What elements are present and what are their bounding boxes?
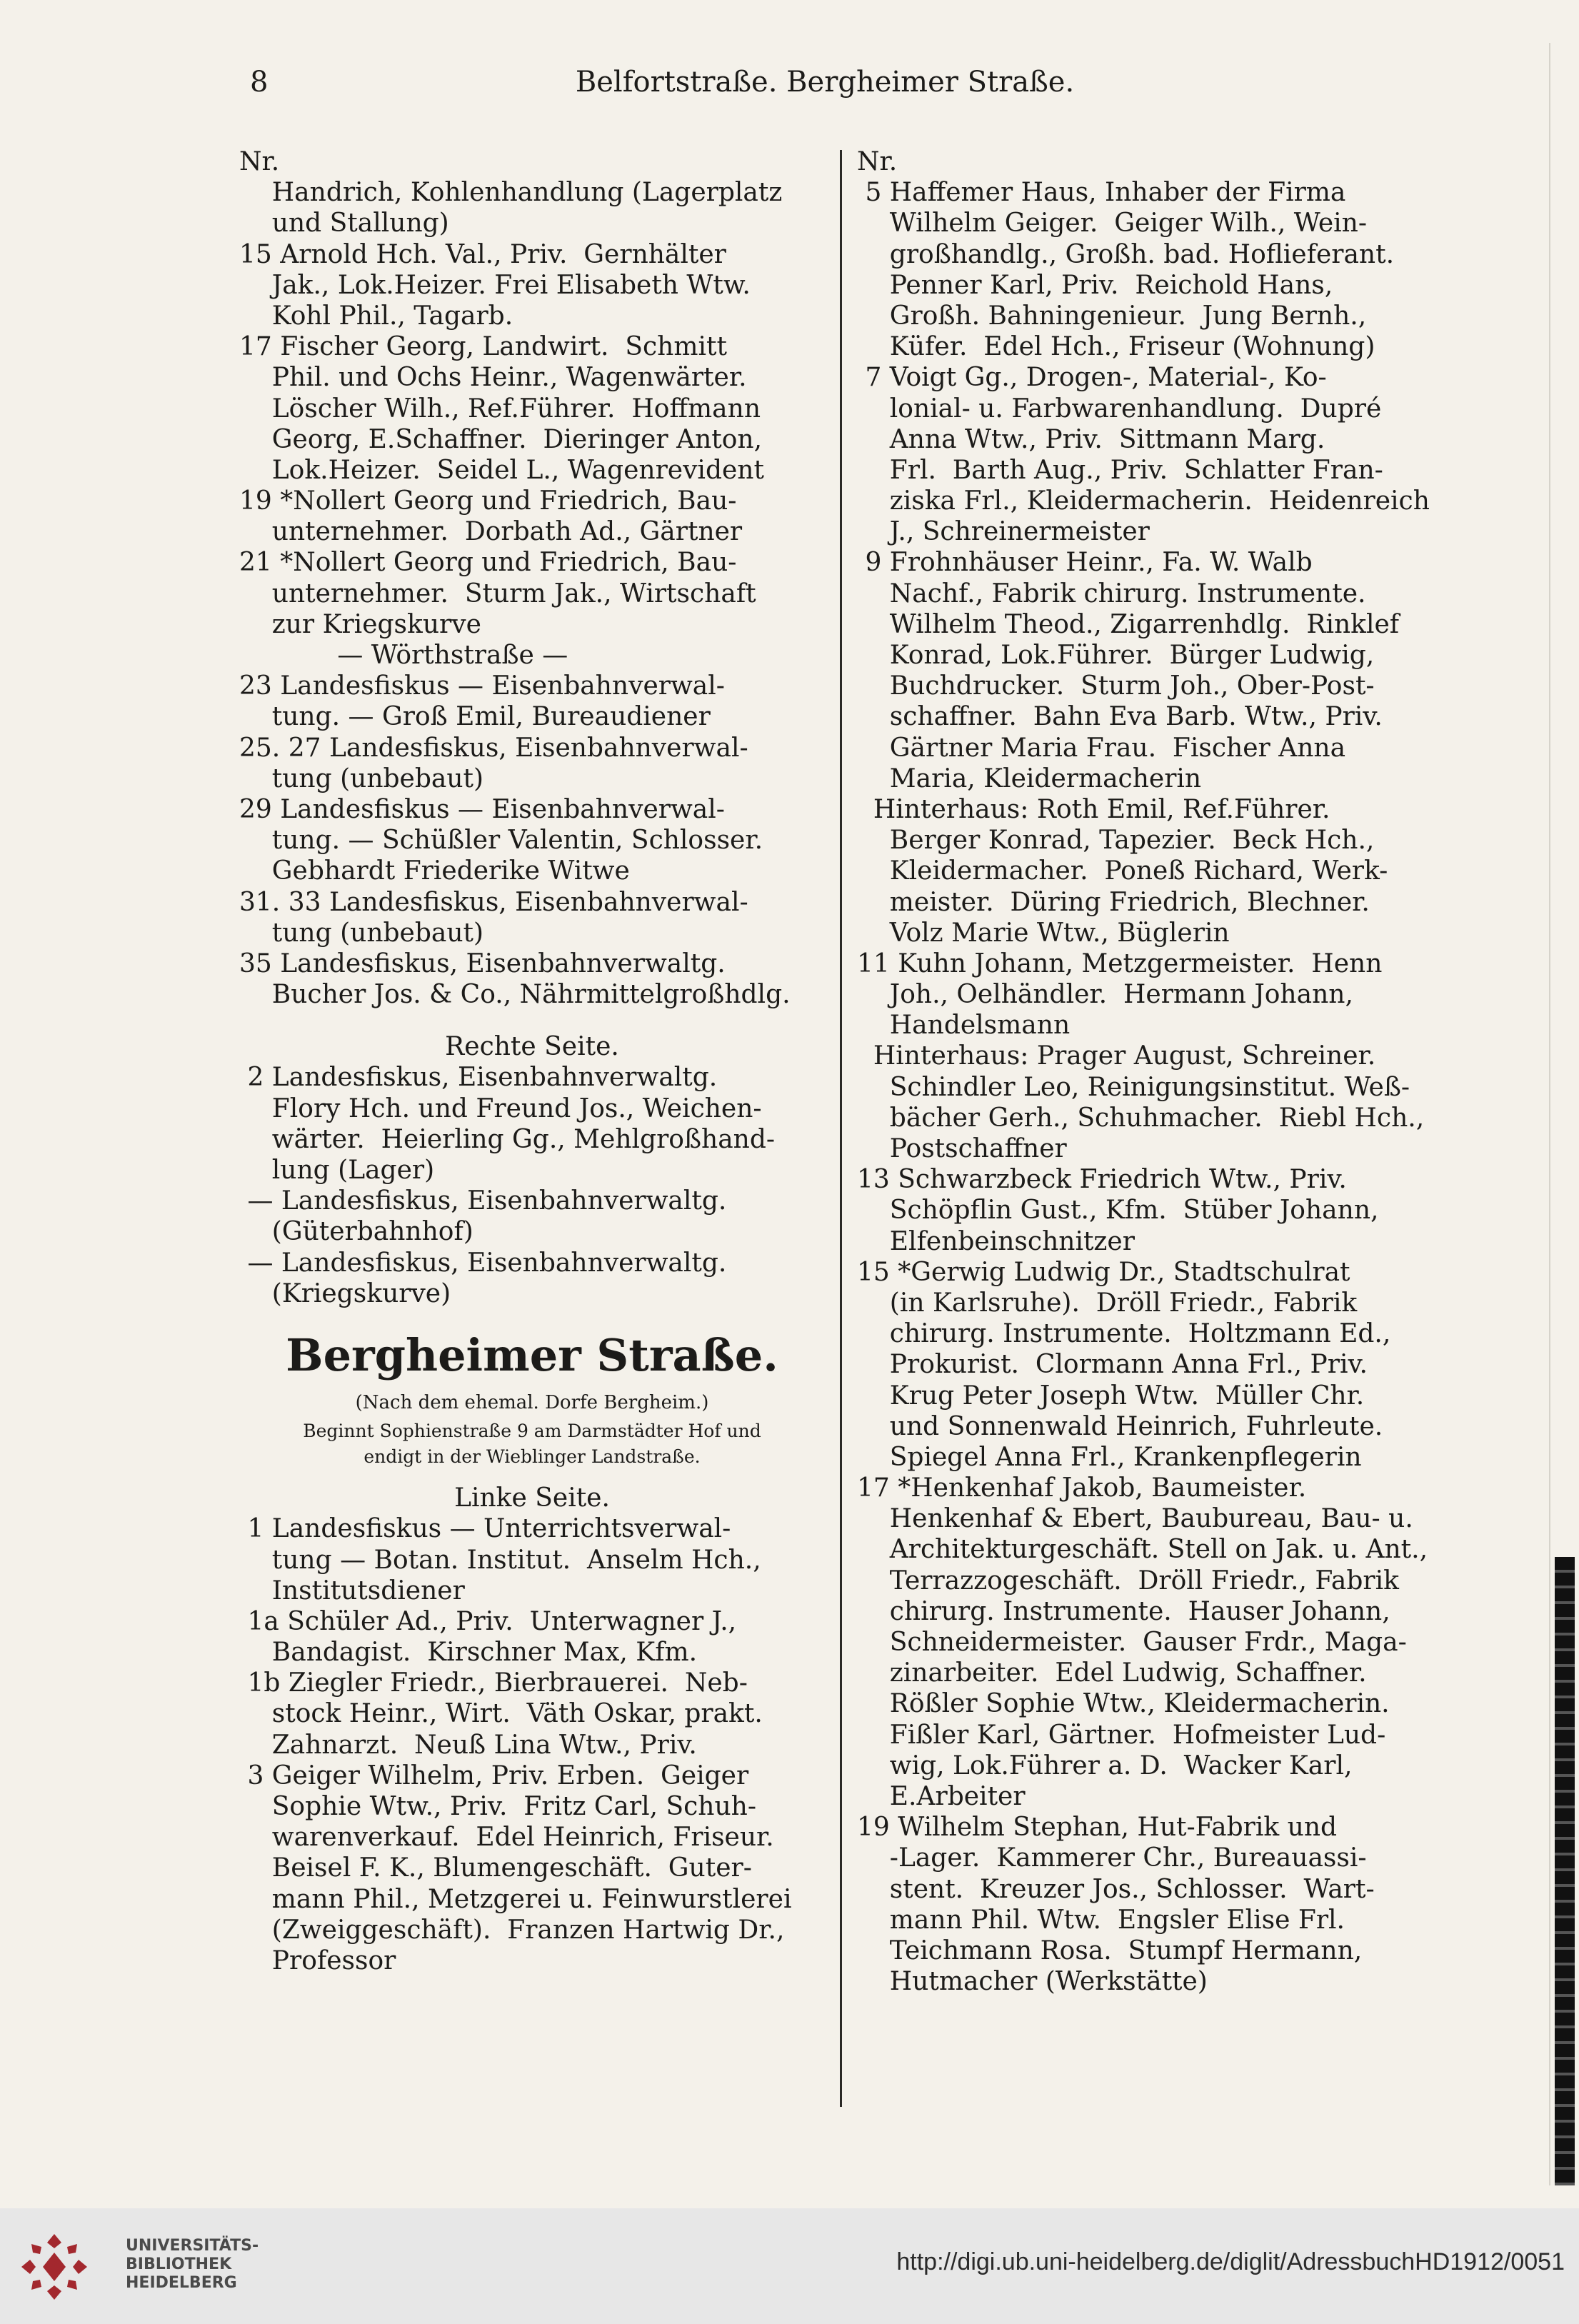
entry-line: 17 *Henkenhaf Jakob, Baumeister. — [857, 1473, 1307, 1503]
entry-line: Hutmacher (Werkstätte) — [857, 1967, 1208, 1997]
entry-line: 23 Landesfiskus — Eisenbahnverwal- — [239, 671, 725, 701]
entry-line: — Landesfiskus, Eisenbahnverwaltg. — [239, 1186, 727, 1216]
entry-line: Flory Hch. und Freund Jos., Weichen- — [239, 1093, 762, 1123]
entry-line: Nr. — [239, 147, 280, 176]
right-column — [857, 146, 1435, 1997]
entry-line: Volz Marie Wtw., Büglerin — [857, 918, 1230, 948]
library-name — [126, 2237, 259, 2293]
entry-line: (Kriegskurve) — [239, 1278, 451, 1308]
entry-line: warenverkauf. Edel Heinrich, Friseur. — [239, 1823, 774, 1853]
left-column — [239, 146, 825, 1976]
entry-line: tung (unbebaut) — [239, 918, 484, 948]
entry-line: — Landesfiskus, Eisenbahnverwaltg. — [239, 1248, 727, 1278]
university-library-logo-icon — [19, 2231, 90, 2303]
entry-line: Georg, E.Schaffner. Dieringer Anton, — [239, 424, 763, 454]
entry-line: Nachf., Fabrik chirurg. Instrumente. — [857, 579, 1366, 608]
library-name-line1: UNIVERSITÄTS- — [126, 2237, 259, 2255]
entry-line: Bandagist. Kirschner Max, Kfm. — [239, 1638, 698, 1668]
entry-line: Wilhelm Geiger. Geiger Wilh., Wein- — [857, 209, 1367, 239]
entry-line: Berger Konrad, Tapezier. Beck Hch., — [857, 826, 1375, 856]
entry-line: E.Arbeiter — [857, 1781, 1026, 1811]
entry-line: 1 Landesfiskus — Unterrichtsverwal- — [239, 1514, 731, 1544]
running-title: Belfortstraße. Bergheimer Straße. — [575, 66, 1075, 99]
entry-line: Krug Peter Joseph Wtw. Müller Chr. — [857, 1381, 1365, 1411]
entry-line: unternehmer. Dorbath Ad., Gärtner — [239, 517, 743, 547]
entry-line: 19 Wilhelm Stephan, Hut-Fabrik und — [857, 1813, 1338, 1843]
entry-line: Jak., Lok.Heizer. Frei Elisabeth Wtw. — [239, 270, 751, 300]
entry-line: und Sonnenwald Heinrich, Fuhrleute. — [857, 1411, 1383, 1441]
entry-line: tung. — Schüßler Valentin, Schlosser. — [239, 826, 763, 856]
entry-line: mann Phil., Metzgerei u. Feinwurstlerei — [239, 1884, 792, 1914]
entry-line: Löscher Wilh., Ref.Führer. Hoffmann — [239, 394, 761, 424]
entry-line: tung. — Groß Emil, Bureaudiener — [239, 702, 711, 732]
entry-line: 11 Kuhn Johann, Metzgermeister. Henn — [857, 948, 1383, 978]
left-column-entries — [239, 146, 825, 1010]
entry-line: 25. 27 Landesfiskus, Eisenbahnverwal- — [239, 733, 748, 763]
section-description-line1: Beginnt Sophienstraße 9 am Darmstädter Hof und — [303, 1421, 761, 1442]
rechte-seite-heading: Rechte Seite. — [445, 1032, 619, 1062]
entry-line: Kohl Phil., Tagarb. — [239, 301, 513, 331]
entry-line: mann Phil. Wtw. Engsler Elise Frl. — [857, 1905, 1345, 1935]
entry-line: wärter. Heierling Gg., Mehlgroßhand- — [239, 1124, 776, 1154]
entry-line: J., Schreinermeister — [857, 517, 1150, 547]
section-title: Bergheimer Straße. — [286, 1328, 778, 1381]
library-name-line2: BIBLIOTHEK — [126, 2255, 232, 2273]
entry-line: 7 Voigt Gg., Drogen-, Material-, Ko- — [857, 363, 1327, 393]
entry-line: ziska Frl., Kleidermacherin. Heidenreich — [857, 486, 1430, 516]
entry-line: 15 *Gerwig Ludwig Dr., Stadtschulrat — [857, 1257, 1350, 1287]
entry-line: Handrich, Kohlenhandlung (Lagerplatz — [239, 178, 783, 208]
entry-line: Henkenhaf & Ebert, Baubureau, Bau- u. — [857, 1504, 1413, 1534]
entry-line: Bucher Jos. & Co., Nährmittelgroßhdlg. — [239, 980, 791, 1010]
entry-line: 21 *Nollert Georg und Friedrich, Bau- — [239, 548, 737, 578]
entry-line: Nr. — [857, 147, 898, 176]
entry-line: tung (unbebaut) — [239, 763, 484, 793]
entry-line: 31. 33 Landesfiskus, Eisenbahnverwal- — [239, 887, 748, 917]
entry-line: Maria, Kleidermacherin — [857, 763, 1202, 793]
entry-line: (Zweiggeschäft). Franzen Hartwig Dr., — [239, 1915, 785, 1945]
entry-line: unternehmer. Sturm Jak., Wirtschaft — [239, 579, 756, 608]
entry-line: Schindler Leo, Reinigungsinstitut. Weß- — [857, 1072, 1410, 1102]
entry-line: 2 Landesfiskus, Eisenbahnverwaltg. — [239, 1063, 718, 1093]
scan-edge-bar — [1555, 1557, 1575, 2185]
source-url-link[interactable]: http://digi.ub.uni-heidelberg.de/diglit/AdressbuchHD1912/0051 — [896, 2248, 1565, 2275]
page-number: 8 — [250, 66, 269, 99]
entry-line: chirurg. Instrumente. Holtzmann Ed., — [857, 1319, 1391, 1349]
entry-line: Gärtner Maria Frau. Fischer Anna — [857, 733, 1346, 763]
rechte-seite-entries — [239, 1062, 825, 1309]
entry-line: 1a Schüler Ad., Priv. Unterwagner J., — [239, 1606, 737, 1636]
entry-line: Teichmann Rosa. Stumpf Hermann, — [857, 1935, 1363, 1965]
entry-line: lung (Lager) — [239, 1156, 435, 1186]
library-footer — [0, 2208, 1579, 2324]
entry-line: Beisel F. K., Blumengeschäft. Guter- — [239, 1853, 752, 1883]
entry-line: Hinterhaus: Roth Emil, Ref.Führer. — [857, 794, 1330, 824]
entry-line: 17 Fischer Georg, Landwirt. Schmitt — [239, 332, 727, 362]
entry-line: Schöpflin Gust., Kfm. Stüber Johann, — [857, 1196, 1379, 1226]
entry-line: 3 Geiger Wilhelm, Priv. Erben. Geiger — [239, 1760, 749, 1790]
entry-line: Anna Wtw., Priv. Sittmann Marg. — [857, 424, 1325, 454]
entry-line: Institutsdiener — [239, 1576, 465, 1606]
entry-line: Sophie Wtw., Priv. Fritz Carl, Schuh- — [239, 1792, 757, 1822]
entry-line: -Lager. Kammerer Chr., Bureauassi- — [857, 1843, 1367, 1873]
entry-line: Spiegel Anna Frl., Krankenpflegerin — [857, 1442, 1362, 1472]
page-header — [236, 66, 1414, 116]
entry-line: tung — Botan. Institut. Anselm Hch., — [239, 1545, 761, 1575]
entry-line: stent. Kreuzer Jos., Schlosser. Wart- — [857, 1874, 1375, 1904]
entry-line: und Stallung) — [239, 209, 449, 239]
entry-line: Rößler Sophie Wtw., Kleidermacherin. — [857, 1689, 1390, 1719]
entry-line: meister. Düring Friedrich, Blechner. — [857, 887, 1370, 917]
entry-line: Terrazzogeschäft. Dröll Friedr., Fabrik — [857, 1566, 1399, 1596]
entry-line: Zahnarzt. Neuß Lina Wtw., Priv. — [239, 1730, 697, 1760]
column-divider — [840, 150, 842, 2107]
page-edge — [1549, 43, 1550, 2185]
entry-line: lonial- u. Farbwarenhandlung. Dupré — [857, 394, 1382, 424]
entry-line: Phil. und Ochs Heinr., Wagenwärter. — [239, 363, 747, 393]
entry-line: bächer Gerh., Schuhmacher. Riebl Hch., — [857, 1103, 1425, 1133]
entry-line: Schneidermeister. Gauser Frdr., Maga- — [857, 1628, 1407, 1657]
entry-line: Fißler Karl, Gärtner. Hofmeister Lud- — [857, 1720, 1386, 1750]
entry-line: chirurg. Instrumente. Hauser Johann, — [857, 1596, 1390, 1626]
entry-line: Lok.Heizer. Seidel L., Wagenrevident — [239, 455, 764, 485]
entry-line: Gebhardt Friederike Witwe — [239, 856, 630, 886]
entry-line: Buchdrucker. Sturm Joh., Ober-Post- — [857, 671, 1375, 701]
section-subtitle: (Nach dem ehemal. Dorfe Bergheim.) — [355, 1391, 709, 1413]
entry-line: schaffner. Bahn Eva Barb. Wtw., Priv. — [857, 702, 1383, 732]
entry-line: Kleidermacher. Poneß Richard, Werk- — [857, 856, 1388, 886]
entry-line: 15 Arnold Hch. Val., Priv. Gernhälter — [239, 239, 726, 269]
entry-line: 19 *Nollert Georg und Friedrich, Bau- — [239, 486, 737, 516]
entry-line: Architekturgeschäft. Stell on Jak. u. Ant., — [857, 1535, 1428, 1565]
entry-line: Prokurist. Clormann Anna Frl., Priv. — [857, 1350, 1368, 1380]
entry-line: 13 Schwarzbeck Friedrich Wtw., Priv. — [857, 1165, 1347, 1195]
entry-line: Elfenbeinschnitzer — [857, 1226, 1135, 1256]
right-column-entries — [857, 146, 1435, 1997]
entry-line: Konrad, Lok.Führer. Bürger Ludwig, — [857, 641, 1375, 670]
entry-line: Wilhelm Theod., Zigarrenhdlg. Rinklef — [857, 609, 1400, 639]
entry-line: Frl. Barth Aug., Priv. Schlatter Fran- — [857, 455, 1383, 485]
section-description-line2: endigt in der Wieblinger Landstraße. — [364, 1446, 701, 1468]
entry-line: 35 Landesfiskus, Eisenbahnverwaltg. — [239, 948, 726, 978]
entry-line: 9 Frohnhäuser Heinr., Fa. W. Walb — [857, 548, 1313, 578]
entry-line: (Güterbahnhof) — [239, 1217, 473, 1247]
linke-seite-heading: Linke Seite. — [454, 1483, 610, 1513]
entry-line: stock Heinr., Wirt. Väth Oskar, prakt. — [239, 1699, 763, 1729]
entry-line: Penner Karl, Priv. Reichold Hans, — [857, 270, 1333, 300]
entry-line: 1b Ziegler Friedr., Bierbrauerei. Neb- — [239, 1668, 748, 1698]
entry-line: Küfer. Edel Hch., Friseur (Wohnung) — [857, 332, 1375, 362]
entry-line: großhandlg., Großh. bad. Hoflieferant. — [857, 239, 1395, 269]
entry-line: (in Karlsruhe). Dröll Friedr., Fabrik — [857, 1288, 1358, 1318]
entry-line: Professor — [239, 1945, 396, 1975]
entry-line: Großh. Bahningenieur. Jung Bernh., — [857, 301, 1367, 331]
entry-line: Joh., Oelhändler. Hermann Johann, — [857, 980, 1353, 1010]
entry-line: zinarbeiter. Edel Ludwig, Schaffner. — [857, 1658, 1367, 1688]
entry-line: wig, Lok.Führer a. D. Wacker Karl, — [857, 1750, 1353, 1780]
entry-line: — Wörthstraße — — [239, 641, 568, 670]
entry-line: 5 Haffemer Haus, Inhaber der Firma — [857, 178, 1346, 208]
entry-line: Postschaffner — [857, 1134, 1067, 1163]
entry-line: Handelsmann — [857, 1011, 1071, 1041]
entry-line: Hinterhaus: Prager August, Schreiner. — [857, 1041, 1376, 1071]
library-name-line3: HEIDELBERG — [126, 2274, 237, 2292]
entry-line: zur Kriegskurve — [239, 609, 481, 639]
entry-line: 29 Landesfiskus — Eisenbahnverwal- — [239, 794, 725, 824]
linke-seite-entries — [239, 1513, 825, 1976]
